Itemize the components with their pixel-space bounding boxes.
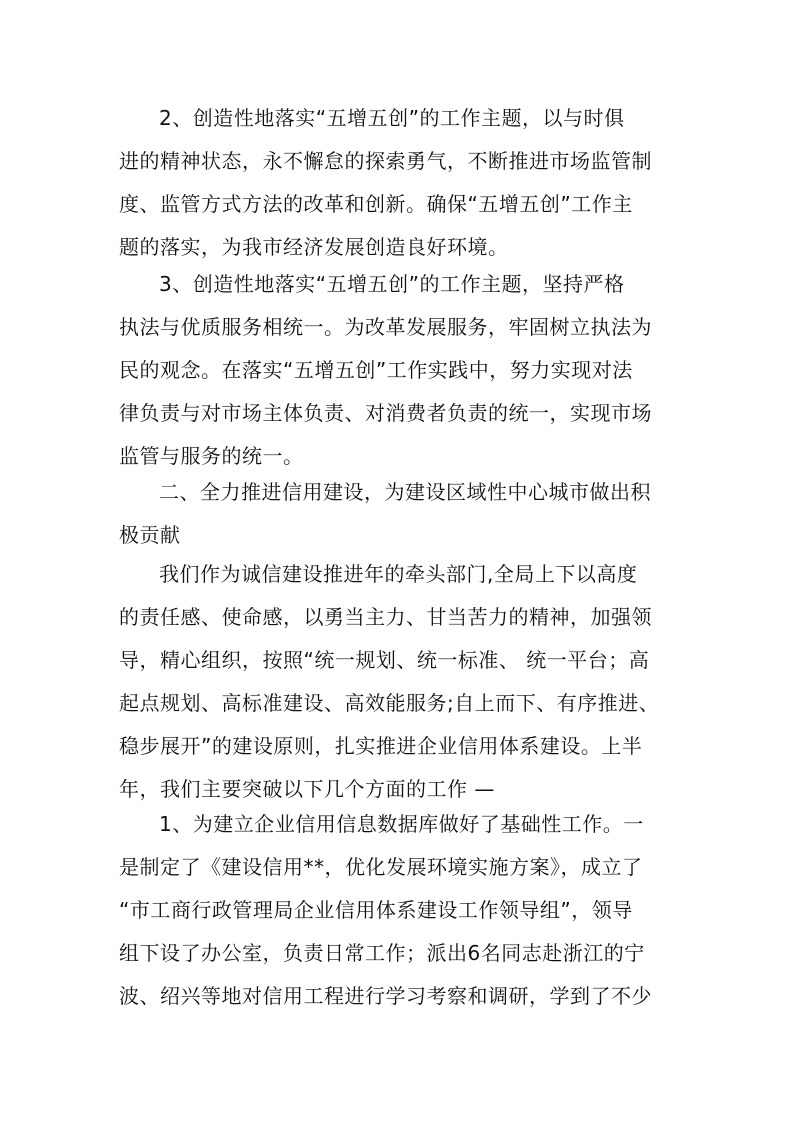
section-heading-paragraph bbox=[119, 471, 679, 557]
text-line: 进的精神状态，永不懈怠的探索勇气，不断推进市场监管制 bbox=[119, 149, 652, 173]
text-line: 1、为建立企业信用信息数据库做好了基础性工作。一 bbox=[159, 812, 644, 836]
text-line: 执法与优质服务相统一。为改革发展服务，牢固树立执法为 bbox=[119, 315, 652, 339]
text-line: 我们作为诚信建设推进年的牵头部门,全局上下以高度 bbox=[159, 562, 638, 586]
text-line: 组下设了办公室，负责日常工作；派出6名同志赴浙江的宁 bbox=[119, 941, 645, 965]
text-line: 年，我们主要突破以下几个方面的工作 — bbox=[119, 777, 495, 801]
text-line: 民的观念。在落实“五增五创”工作实践中，努力实现对法 bbox=[119, 358, 633, 382]
text-line: 律负责与对市场主体负责、对消费者负责的统一，实现市场 bbox=[119, 401, 652, 425]
text-line: “市工商行政管理局企业信用体系建设工作领导组”，领导 bbox=[119, 898, 633, 922]
text-line: 题的落实，为我市经济发展创造良好环境。 bbox=[119, 235, 509, 259]
text-line: 波、绍兴等地对信用工程进行学习考察和调研，学到了不少 bbox=[119, 984, 652, 1008]
paragraph-4 bbox=[119, 803, 679, 1018]
paragraph-3 bbox=[119, 553, 679, 811]
text-line: 度、监管方式方法的改革和创新。确保“五增五创”工作主 bbox=[119, 192, 633, 216]
text-line: 的责任感、使命感，以勇当主力、甘当苦力的精神，加强领 bbox=[119, 605, 652, 629]
text-line: 导，精心组织，按照“统一规划、统一标准、 统一平台；高 bbox=[119, 648, 650, 672]
text-line: 起点规划、高标准建设、高效能服务;自上而下、有序推进、 bbox=[119, 691, 660, 715]
text-line: 是制定了《建设信用**，优化发展环境实施方案》，成立了 bbox=[119, 855, 643, 879]
text-line: 监管与服务的统一。 bbox=[119, 444, 304, 468]
text-line: 3、创造性地落实“五增五创”的工作主题，坚持严格 bbox=[159, 272, 625, 296]
section-heading-continued: 极贡献 bbox=[119, 523, 181, 547]
paragraph-1 bbox=[119, 97, 679, 269]
text-line: 2、创造性地落实“五增五创”的工作主题，以与时俱 bbox=[159, 106, 625, 130]
paragraph-2 bbox=[119, 263, 679, 478]
section-heading: 二、全力推进信用建设，为建设区域性中心城市做出积 bbox=[159, 480, 651, 504]
text-line: 稳步展开”的建设原则，扎实推进企业信用体系建设。上半 bbox=[119, 734, 643, 758]
